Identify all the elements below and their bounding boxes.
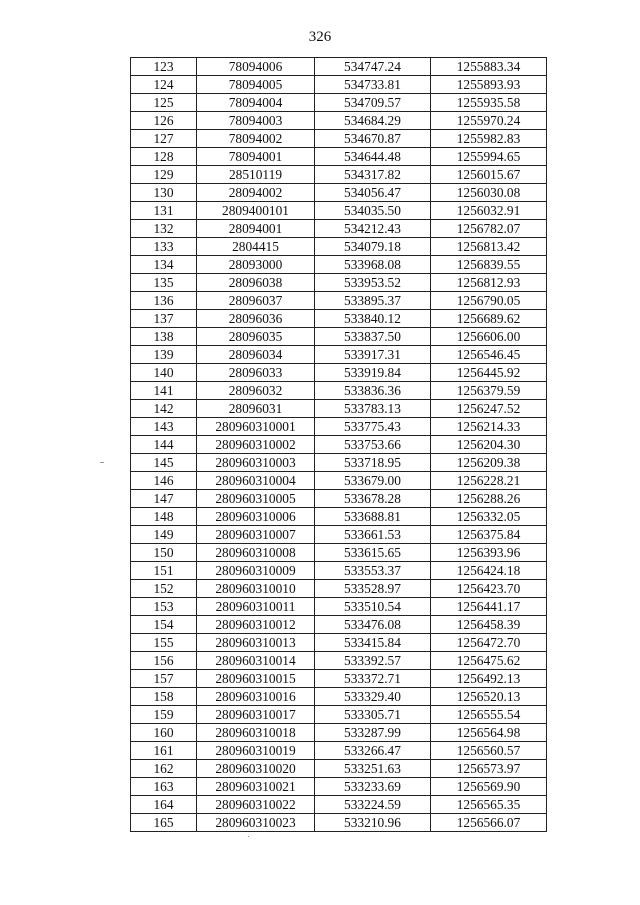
table-row	[131, 238, 547, 256]
x-coordinate-cell: 534709.57	[315, 94, 431, 112]
point-id-cell: 2804415	[197, 238, 315, 256]
y-coordinate-cell: 1256424.18	[431, 562, 547, 580]
point-id-cell: 280960310001	[197, 418, 315, 436]
table-row	[131, 490, 547, 508]
y-coordinate-cell: 1255994.65	[431, 148, 547, 166]
table-row	[131, 112, 547, 130]
x-coordinate-cell: 533753.66	[315, 436, 431, 454]
point-number-cell: 142	[131, 400, 197, 418]
point-number-cell: 150	[131, 544, 197, 562]
y-coordinate-cell: 1256475.62	[431, 652, 547, 670]
y-coordinate-cell: 1256813.42	[431, 238, 547, 256]
table-row	[131, 202, 547, 220]
point-id-cell: 28096038	[197, 274, 315, 292]
point-id-cell: 280960310014	[197, 652, 315, 670]
point-number-cell: 153	[131, 598, 197, 616]
point-id-cell: 280960310003	[197, 454, 315, 472]
y-coordinate-cell: 1256782.07	[431, 220, 547, 238]
y-coordinate-cell: 1256375.84	[431, 526, 547, 544]
point-id-cell: 280960310021	[197, 778, 315, 796]
x-coordinate-cell: 533895.37	[315, 292, 431, 310]
x-coordinate-cell: 533476.08	[315, 616, 431, 634]
y-coordinate-cell: 1256520.13	[431, 688, 547, 706]
table-row	[131, 310, 547, 328]
table-row	[131, 436, 547, 454]
point-id-cell: 280960310016	[197, 688, 315, 706]
x-coordinate-cell: 533919.84	[315, 364, 431, 382]
point-id-cell: 28510119	[197, 166, 315, 184]
point-number-cell: 149	[131, 526, 197, 544]
y-coordinate-cell: 1255970.24	[431, 112, 547, 130]
x-coordinate-cell: 533615.65	[315, 544, 431, 562]
x-coordinate-cell: 533679.00	[315, 472, 431, 490]
x-coordinate-cell: 533953.52	[315, 274, 431, 292]
x-coordinate-cell: 533688.81	[315, 508, 431, 526]
page-number: 326	[308, 29, 332, 45]
table-row	[131, 634, 547, 652]
point-id-cell: 28096033	[197, 364, 315, 382]
point-number-cell: 127	[131, 130, 197, 148]
y-coordinate-cell: 1256030.08	[431, 184, 547, 202]
x-coordinate-cell: 533917.31	[315, 346, 431, 364]
table-row	[131, 706, 547, 724]
x-coordinate-cell: 534684.29	[315, 112, 431, 130]
point-number-cell: 123	[131, 58, 197, 76]
x-coordinate-cell: 533840.12	[315, 310, 431, 328]
point-number-cell: 145	[131, 454, 197, 472]
table-row	[131, 814, 547, 832]
table-row	[131, 130, 547, 148]
table-row	[131, 346, 547, 364]
table-row	[131, 778, 547, 796]
table-row	[131, 256, 547, 274]
point-number-cell: 129	[131, 166, 197, 184]
point-number-cell: 154	[131, 616, 197, 634]
y-coordinate-cell: 1256247.52	[431, 400, 547, 418]
point-number-cell: 136	[131, 292, 197, 310]
table-row	[131, 562, 547, 580]
y-coordinate-cell: 1256573.97	[431, 760, 547, 778]
point-id-cell: 280960310006	[197, 508, 315, 526]
x-coordinate-cell: 534056.47	[315, 184, 431, 202]
x-coordinate-cell: 534644.48	[315, 148, 431, 166]
point-id-cell: 28093000	[197, 256, 315, 274]
point-id-cell: 28096035	[197, 328, 315, 346]
x-coordinate-cell: 533661.53	[315, 526, 431, 544]
x-coordinate-cell: 533329.40	[315, 688, 431, 706]
coordinates-table	[130, 57, 547, 832]
x-coordinate-cell: 533233.69	[315, 778, 431, 796]
table-row	[131, 742, 547, 760]
point-id-cell: 280960310012	[197, 616, 315, 634]
y-coordinate-cell: 1256560.57	[431, 742, 547, 760]
x-coordinate-cell: 533678.28	[315, 490, 431, 508]
point-number-cell: 151	[131, 562, 197, 580]
point-id-cell: 280960310009	[197, 562, 315, 580]
y-coordinate-cell: 1256288.26	[431, 490, 547, 508]
point-number-cell: 156	[131, 652, 197, 670]
point-id-cell: 280960310007	[197, 526, 315, 544]
y-coordinate-cell: 1256472.70	[431, 634, 547, 652]
point-number-cell: 165	[131, 814, 197, 832]
scan-speck	[248, 836, 249, 837]
y-coordinate-cell: 1256209.38	[431, 454, 547, 472]
point-id-cell: 28096032	[197, 382, 315, 400]
x-coordinate-cell: 534212.43	[315, 220, 431, 238]
y-coordinate-cell: 1256546.45	[431, 346, 547, 364]
table-row	[131, 328, 547, 346]
x-coordinate-cell: 534035.50	[315, 202, 431, 220]
table-row	[131, 598, 547, 616]
point-number-cell: 125	[131, 94, 197, 112]
x-coordinate-cell: 533775.43	[315, 418, 431, 436]
table-row	[131, 670, 547, 688]
point-id-cell: 28096037	[197, 292, 315, 310]
x-coordinate-cell: 533553.37	[315, 562, 431, 580]
table-row	[131, 76, 547, 94]
y-coordinate-cell: 1256569.90	[431, 778, 547, 796]
table-row	[131, 544, 547, 562]
y-coordinate-cell: 1256839.55	[431, 256, 547, 274]
point-id-cell: 280960310022	[197, 796, 315, 814]
point-id-cell: 280960310020	[197, 760, 315, 778]
table-row	[131, 364, 547, 382]
point-number-cell: 157	[131, 670, 197, 688]
table-row	[131, 760, 547, 778]
point-id-cell: 280960310002	[197, 436, 315, 454]
table-row	[131, 274, 547, 292]
y-coordinate-cell: 1256393.96	[431, 544, 547, 562]
point-number-cell: 159	[131, 706, 197, 724]
x-coordinate-cell: 533510.54	[315, 598, 431, 616]
point-number-cell: 161	[131, 742, 197, 760]
y-coordinate-cell: 1256564.98	[431, 724, 547, 742]
point-id-cell: 280960310018	[197, 724, 315, 742]
x-coordinate-cell: 533783.13	[315, 400, 431, 418]
point-number-cell: 141	[131, 382, 197, 400]
y-coordinate-cell: 1256332.05	[431, 508, 547, 526]
table-row	[131, 382, 547, 400]
point-number-cell: 162	[131, 760, 197, 778]
point-id-cell: 78094004	[197, 94, 315, 112]
x-coordinate-cell: 533528.97	[315, 580, 431, 598]
point-id-cell: 28096034	[197, 346, 315, 364]
x-coordinate-cell: 534670.87	[315, 130, 431, 148]
y-coordinate-cell: 1255893.93	[431, 76, 547, 94]
scan-speck	[100, 462, 104, 463]
y-coordinate-cell: 1256032.91	[431, 202, 547, 220]
point-id-cell: 280960310008	[197, 544, 315, 562]
y-coordinate-cell: 1255982.83	[431, 130, 547, 148]
point-number-cell: 163	[131, 778, 197, 796]
point-id-cell: 280960310019	[197, 742, 315, 760]
y-coordinate-cell: 1256228.21	[431, 472, 547, 490]
point-id-cell: 28096031	[197, 400, 315, 418]
x-coordinate-cell: 533224.59	[315, 796, 431, 814]
table-row	[131, 148, 547, 166]
y-coordinate-cell: 1256214.33	[431, 418, 547, 436]
point-id-cell: 280960310005	[197, 490, 315, 508]
point-id-cell: 78094003	[197, 112, 315, 130]
x-coordinate-cell: 533251.63	[315, 760, 431, 778]
y-coordinate-cell: 1256458.39	[431, 616, 547, 634]
y-coordinate-cell: 1256565.35	[431, 796, 547, 814]
y-coordinate-cell: 1256566.07	[431, 814, 547, 832]
point-id-cell: 78094005	[197, 76, 315, 94]
point-number-cell: 132	[131, 220, 197, 238]
point-number-cell: 131	[131, 202, 197, 220]
point-number-cell: 146	[131, 472, 197, 490]
x-coordinate-cell: 533210.96	[315, 814, 431, 832]
point-id-cell: 78094001	[197, 148, 315, 166]
point-number-cell: 133	[131, 238, 197, 256]
table-row	[131, 796, 547, 814]
x-coordinate-cell: 534317.82	[315, 166, 431, 184]
point-id-cell: 28094002	[197, 184, 315, 202]
point-id-cell: 280960310013	[197, 634, 315, 652]
point-number-cell: 138	[131, 328, 197, 346]
x-coordinate-cell: 533718.95	[315, 454, 431, 472]
table-row	[131, 580, 547, 598]
y-coordinate-cell: 1255883.34	[431, 58, 547, 76]
table-row	[131, 166, 547, 184]
table-row	[131, 526, 547, 544]
table-row	[131, 184, 547, 202]
y-coordinate-cell: 1256689.62	[431, 310, 547, 328]
y-coordinate-cell: 1256606.00	[431, 328, 547, 346]
table-row	[131, 94, 547, 112]
x-coordinate-cell: 533305.71	[315, 706, 431, 724]
point-id-cell: 280960310015	[197, 670, 315, 688]
table-row	[131, 472, 547, 490]
point-number-cell: 144	[131, 436, 197, 454]
point-id-cell: 280960310011	[197, 598, 315, 616]
point-number-cell: 130	[131, 184, 197, 202]
point-id-cell: 280960310017	[197, 706, 315, 724]
point-number-cell: 139	[131, 346, 197, 364]
y-coordinate-cell: 1256492.13	[431, 670, 547, 688]
x-coordinate-cell: 533392.57	[315, 652, 431, 670]
table-row	[131, 508, 547, 526]
point-id-cell: 280960310010	[197, 580, 315, 598]
point-number-cell: 155	[131, 634, 197, 652]
table-row	[131, 652, 547, 670]
table-row	[131, 400, 547, 418]
x-coordinate-cell: 533287.99	[315, 724, 431, 742]
point-number-cell: 135	[131, 274, 197, 292]
x-coordinate-cell: 534733.81	[315, 76, 431, 94]
coordinates-table-body	[131, 58, 547, 832]
x-coordinate-cell: 533836.36	[315, 382, 431, 400]
table-row	[131, 724, 547, 742]
x-coordinate-cell: 533415.84	[315, 634, 431, 652]
point-number-cell: 143	[131, 418, 197, 436]
point-number-cell: 148	[131, 508, 197, 526]
x-coordinate-cell: 534079.18	[315, 238, 431, 256]
table-row	[131, 418, 547, 436]
point-number-cell: 140	[131, 364, 197, 382]
point-id-cell: 28094001	[197, 220, 315, 238]
x-coordinate-cell: 533837.50	[315, 328, 431, 346]
point-number-cell: 164	[131, 796, 197, 814]
table-row	[131, 688, 547, 706]
y-coordinate-cell: 1256812.93	[431, 274, 547, 292]
y-coordinate-cell: 1256445.92	[431, 364, 547, 382]
point-number-cell: 134	[131, 256, 197, 274]
table-row	[131, 220, 547, 238]
table-row	[131, 454, 547, 472]
table-row	[131, 58, 547, 76]
point-number-cell: 152	[131, 580, 197, 598]
point-id-cell: 2809400101	[197, 202, 315, 220]
point-id-cell: 280960310023	[197, 814, 315, 832]
point-id-cell: 78094006	[197, 58, 315, 76]
point-number-cell: 137	[131, 310, 197, 328]
point-id-cell: 280960310004	[197, 472, 315, 490]
point-id-cell: 78094002	[197, 130, 315, 148]
point-number-cell: 128	[131, 148, 197, 166]
table-row	[131, 616, 547, 634]
x-coordinate-cell: 533266.47	[315, 742, 431, 760]
y-coordinate-cell: 1256441.17	[431, 598, 547, 616]
y-coordinate-cell: 1256379.59	[431, 382, 547, 400]
point-id-cell: 28096036	[197, 310, 315, 328]
point-number-cell: 147	[131, 490, 197, 508]
y-coordinate-cell: 1256204.30	[431, 436, 547, 454]
table-row	[131, 292, 547, 310]
x-coordinate-cell: 533372.71	[315, 670, 431, 688]
y-coordinate-cell: 1256015.67	[431, 166, 547, 184]
y-coordinate-cell: 1255935.58	[431, 94, 547, 112]
x-coordinate-cell: 533968.08	[315, 256, 431, 274]
y-coordinate-cell: 1256790.05	[431, 292, 547, 310]
y-coordinate-cell: 1256555.54	[431, 706, 547, 724]
point-number-cell: 160	[131, 724, 197, 742]
point-number-cell: 158	[131, 688, 197, 706]
point-number-cell: 124	[131, 76, 197, 94]
point-number-cell: 126	[131, 112, 197, 130]
x-coordinate-cell: 534747.24	[315, 58, 431, 76]
y-coordinate-cell: 1256423.70	[431, 580, 547, 598]
